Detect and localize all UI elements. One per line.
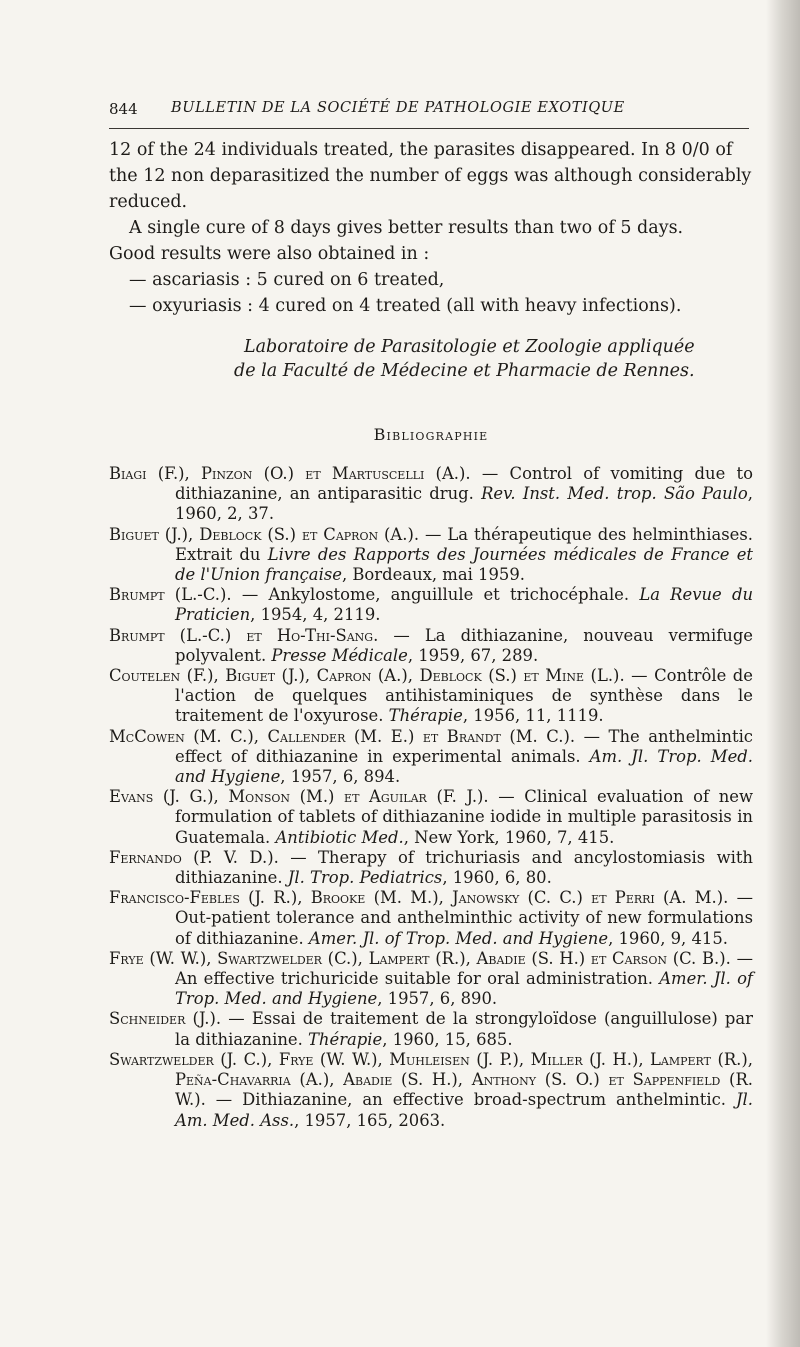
reference-item: Swartzwelder (J. C.), Frye (W. W.), Muhleisen (J. P.), Miller (J. H.), Lampert (R.), Peña-Chavarria (A.), Abadie (S. H.), Anthony (S. O.) et Sappenfield (R. W.). — Dithiazanine, an effective broad-spectrum anthelmintic. Jl. Am. Med. Ass., 1957, 165, 2063. bbox=[109, 1049, 753, 1130]
paragraph-results: 12 of the 24 individuals treated, the parasites disappeared. In 8 0/0 of the 12 non deparasitized the number of eggs was although considerably reduced. bbox=[109, 140, 752, 212]
page-binding-shadow bbox=[766, 0, 800, 1347]
running-title: BULLETIN DE LA SOCIÉTÉ DE PATHOLOGIE EXOTIQUE bbox=[171, 100, 625, 116]
affiliation bbox=[234, 335, 754, 383]
reference-item: Biagi (F.), Pinzon (O.) et Martuscelli (A.). — Control of vomiting due to dithiazanine, an antiparasitic drug. Rev. Inst. Med. trop. São Paulo, 1960, 2, 37. bbox=[109, 464, 753, 524]
reference-item: Biguet (J.), Deblock (S.) et Capron (A.). — La thérapeutique des helminthiases. Extrait du Livre des Rapports des Journées médicales de France et de l'Union française, Bordeaux, mai 1959. bbox=[109, 524, 753, 585]
paragraph-good-results: Good results were also obtained in : bbox=[109, 244, 430, 264]
page-number: 844 bbox=[109, 100, 138, 118]
list-item-ascariasis: — ascariasis : 5 cured on 6 treated, bbox=[129, 270, 445, 290]
reference-item: Fernando (P. V. D.). — Therapy of trichuriasis and ancylostomiasis with dithiazanine. Jl. Trop. Pediatrics, 1960, 6, 80. bbox=[109, 847, 753, 888]
body-text bbox=[109, 137, 753, 319]
reference-item: Evans (J. G.), Monson (M.) et Aguilar (F. J.). — Clinical evaluation of new formulation of tablets of dithiazanine iodide in multiple parasitosis in Guatemala. Antibiotic Med., New York, 1960, 7, 415. bbox=[109, 787, 754, 847]
reference-item: Frye (W. W.), Swartzwelder (C.), Lampert (R.), Abadie (S. H.) et Carson (C. B.). — An effective trichuricide suitable for oral administration. Amer. Jl. of Trop. Med. and Hygiene, 1957, 6, 890. bbox=[109, 948, 753, 1009]
reference-item: Coutelen (F.), Biguet (J.), Capron (A.), Deblock (S.) et Mine (L.). — Contrôle de l'action de quelques antihistaminiques de synthèse dans le traitement de l'oxyurose. Thérapie, 1956, 11, 1119. bbox=[109, 666, 753, 726]
affiliation-line-1: Laboratoire de Parasitologie et Zoologie appliquée bbox=[244, 337, 695, 357]
page-header bbox=[109, 96, 749, 129]
reference-item: McCowen (M. C.), Callender (M. E.) et Brandt (M. C.). — The anthelmintic effect of dithiazanine in experimental animals. Am. Jl. Trop. Med. and Hygiene, 1957, 6, 894. bbox=[109, 726, 753, 787]
reference-item: Schneider (J.). — Essai de traitement de la strongyloïdose (anguillulose) par la dithiazanine. Thérapie, 1960, 15, 685. bbox=[109, 1009, 753, 1049]
reference-item: Francisco-Febles (J. R.), Brooke (M. M.), Janowsky (C. C.) et Perri (A. M.). — Out-patient tolerance and anthelminthic activity of new formulations of dithiazanine. Amer. Jl. of Trop. Med. and Hygiene, 1960, 9, 415. bbox=[109, 888, 753, 948]
bibliography-title: Bibliographie bbox=[373, 425, 489, 444]
list-item-oxyuriasis: — oxyuriasis : 4 cured on 4 treated (all with heavy infections). bbox=[129, 296, 682, 316]
reference-item: Brumpt (L.-C.). — Ankylostome, anguillule et trichocéphale. La Revue du Praticien, 1954, 4, 2119. bbox=[109, 585, 753, 625]
bibliography-list bbox=[109, 464, 753, 1131]
reference-item: Brumpt (L.-C.) et Ho-Thi-Sang. — La dithiazanine, nouveau vermifuge polyvalent. Presse Médicale, 1959, 67, 289. bbox=[109, 625, 754, 665]
paragraph-cure: A single cure of 8 days gives better results than two of 5 days. bbox=[129, 218, 684, 238]
affiliation-line-2: de la Faculté de Médecine et Pharmacie de Rennes. bbox=[234, 361, 695, 381]
